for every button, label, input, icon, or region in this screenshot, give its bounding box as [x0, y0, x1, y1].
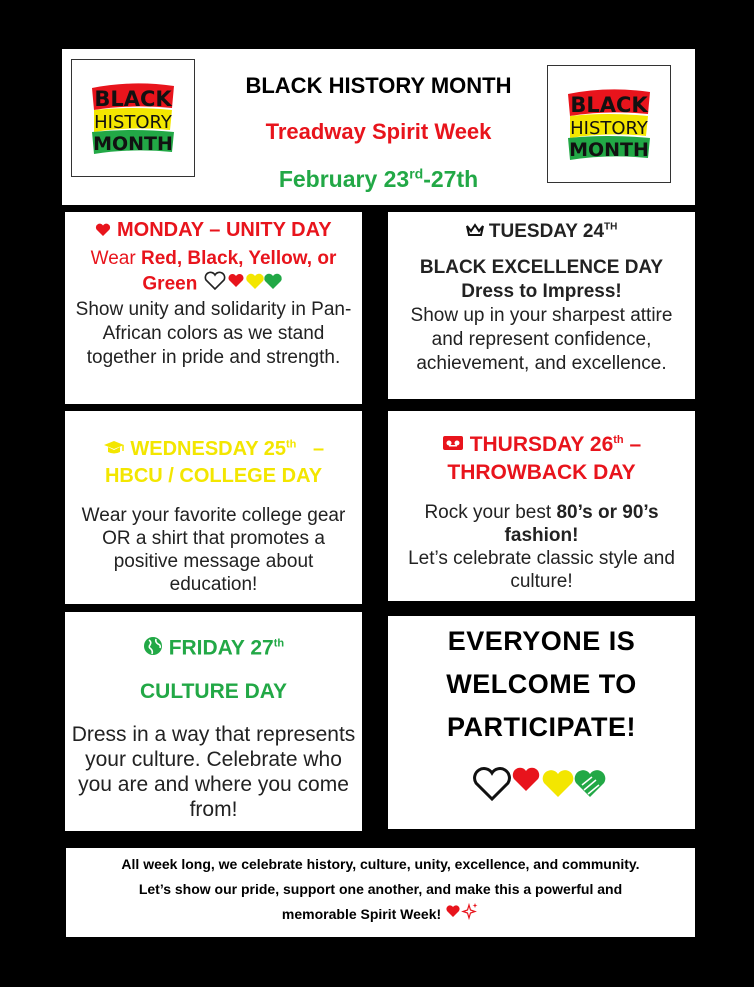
week-dates: February 23rd-27th	[278, 165, 479, 192]
globe-icon	[143, 636, 163, 662]
cassette-tape-icon	[442, 433, 464, 457]
monday-title: MONDAY – UNITY DAY	[73, 218, 354, 243]
wednesday-title: WEDNESDAY 25th –	[73, 437, 354, 462]
heart-icon	[95, 219, 111, 243]
logo-text-black: BLACK	[94, 87, 172, 111]
friday-description: Dress in a way that represents your culture. Celebrate who you are and where you come from!	[71, 723, 356, 821]
monday-description: Show unity and solidarity in Pan-African colors as we stand together in pride and strength.	[75, 298, 352, 368]
thursday-subtitle: THROWBACK DAY	[447, 461, 636, 485]
footer-line-1: All week long, we celebrate history, culture, unity, excellence, and community.	[121, 856, 640, 872]
black-history-month-logo-left	[71, 59, 195, 177]
everyone-welcome-panel	[388, 616, 695, 829]
black-history-month-logo-right	[547, 65, 671, 183]
svg-text:BLACK: BLACK	[570, 93, 648, 117]
thursday-panel	[388, 411, 695, 601]
graduation-cap-icon	[103, 438, 125, 462]
thursday-title: THURSDAY 26th –	[396, 433, 687, 457]
wednesday-description: Wear your favorite college gear OR a shirt that promotes a positive message about education!	[81, 504, 346, 595]
friday-subtitle: CULTURE DAY	[139, 680, 287, 703]
footer-line-2: Let’s show our pride, support one another, and make this a powerful and	[138, 881, 623, 897]
footer-line-3: memorable Spirit Week!	[66, 902, 695, 928]
heart-sparkle-icon	[445, 902, 479, 928]
svg-text:HISTORY: HISTORY	[570, 118, 648, 139]
everyone-line-1: EVERYONE IS	[447, 626, 636, 656]
friday-panel	[65, 612, 362, 831]
tuesday-panel	[388, 212, 695, 399]
crown-icon	[466, 220, 484, 244]
everyone-line-2: WELCOME TO	[446, 669, 637, 699]
thursday-description: Rock your best 80’s or 90’s fashion! Let’s celebrate classic style and culture!	[408, 502, 675, 593]
footer-message	[66, 848, 695, 937]
hearts-row-icon	[203, 271, 285, 298]
monday-panel	[65, 212, 362, 404]
tuesday-title: TUESDAY 24TH	[398, 220, 685, 244]
hearts-row-large-icon	[388, 763, 695, 808]
wednesday-subtitle: HBCU / COLLEGE DAY	[104, 464, 323, 487]
tuesday-subtitle: BLACK EXCELLENCE DAY	[419, 257, 664, 279]
everyone-line-3: PARTICIPATE!	[447, 712, 636, 742]
wednesday-panel	[65, 411, 362, 604]
page-title: BLACK HISTORY MONTH	[245, 73, 512, 98]
svg-text:MONTH: MONTH	[569, 139, 649, 161]
monday-wear-colors: Wear Red, Black, Yellow, or Green	[73, 247, 354, 298]
logo-text-month: MONTH	[93, 133, 173, 155]
tuesday-description: Show up in your sharpest attire and represent confidence, achievement, and excellence.	[410, 305, 673, 375]
friday-title: FRIDAY 27th	[71, 636, 356, 662]
page-subtitle: Treadway Spirit Week	[265, 119, 492, 144]
header-banner	[62, 49, 695, 205]
tuesday-dress-to-impress: Dress to Impress!	[461, 281, 622, 303]
logo-text-history: HISTORY	[94, 112, 172, 133]
